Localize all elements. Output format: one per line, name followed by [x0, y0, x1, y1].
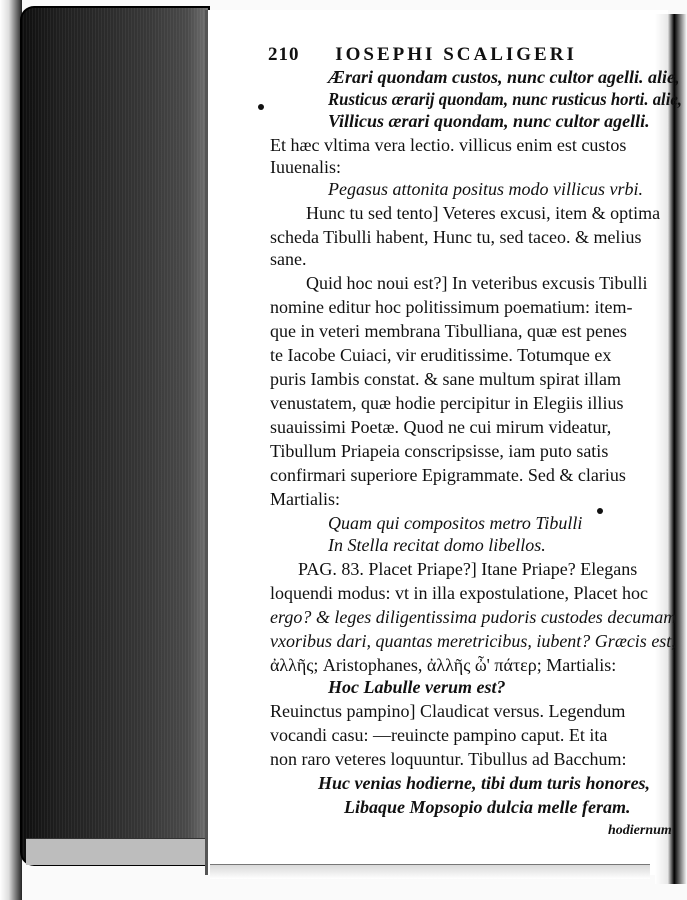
text-line: In Stella recitat domo libellos. [328, 535, 546, 555]
ink-spot [258, 104, 264, 110]
text-line: vxoribus dari, quantas meretricibus, iubent? Græcis est, [270, 631, 676, 651]
text-line: Hunc tu sed tento] Veteres excusi, item & optima [306, 203, 661, 223]
text-line: loquendi modus: vt in illa expostulatione, Placet hoc [270, 583, 648, 603]
text-line: non raro veteres loquuntur. Tibullus ad Bacchum: [270, 749, 627, 769]
running-title: IOSEPHI SCALIGERI [335, 44, 577, 65]
text-line: vocandi casu: —reuincte pampino caput. Et ita [270, 725, 608, 745]
text-line: Hoc Labulle verum est? [328, 677, 506, 697]
text-line: que in veteri membrana Tibulliana, quæ est penes [270, 321, 627, 341]
page-number: 210 [268, 44, 300, 65]
page-bottom-edge [210, 864, 650, 879]
text-line: Villicus ærari quondam, nunc cultor agelli. [328, 111, 650, 131]
text-line: PAG. 83. Placet Priape?] Itane Priape? Elegans [298, 559, 638, 579]
text-line: ergo? & leges diligentissima pudoris custodes decumam [270, 607, 677, 627]
ink-spot [597, 508, 603, 514]
text-line: Quam qui compositos metro Tibulli [328, 513, 583, 533]
text-line: Libaque Mopsopio dulcia melle feram. [344, 797, 631, 817]
text-line: scheda Tibulli habent, Hunc tu, sed taceo. & melius [270, 227, 642, 247]
book-binding-fore-edge [20, 6, 210, 866]
text-line: te Iacobe Cuiaci, vir eruditissime. Totumque ex [270, 345, 612, 365]
text-line: Tibullum Priapeia conscripsisse, iam puto satis [270, 441, 609, 461]
text-line: Et hæc vltima vera lectio. villicus enim est custos [270, 135, 627, 155]
text-line: confirmari superiore Epigrammate. Sed & clarius [270, 465, 626, 485]
text-line: suauissimi Poetæ. Quod ne cui mirum videatur, [270, 417, 612, 437]
page-right-edge [655, 14, 687, 884]
binding-bottom-edge [26, 838, 216, 865]
text-line: Rusticus ærarij quondam, nunc rusticus horti. alie, [328, 89, 682, 109]
text-line: ἀλλῆς; Aristophanes, ἀλλῆς ὦ' πάτερ; Martialis: [270, 655, 617, 675]
scan-left-edge [0, 0, 22, 900]
text-line: venustatem, quæ hodie percipitur in Elegiis illius [270, 393, 624, 413]
text-line: Martialis: [270, 489, 340, 509]
text-line: nomine editur hoc politissimum poematium: item- [270, 297, 633, 317]
text-line: Quid hoc noui est?] In veteribus excusis Tibulli [306, 273, 648, 293]
text-line: Iuuenalis: [270, 157, 341, 177]
text-line: Reuinctus pampino] Claudicat versus. Legendum [270, 701, 626, 721]
text-line: Huc venias hodierne, tibi dum turis honores, [318, 773, 651, 793]
text-line: puris Iambis constat. & sane multum spirat illam [270, 369, 621, 389]
running-head [268, 44, 577, 66]
catchword: hodiernum [608, 823, 672, 838]
text-line: sane. [270, 249, 307, 269]
text-line: Ærari quondam custos, nunc cultor agelli. alie, [328, 67, 680, 87]
text-line: Pegasus attonita positus modo villicus vrbi. [328, 179, 643, 199]
